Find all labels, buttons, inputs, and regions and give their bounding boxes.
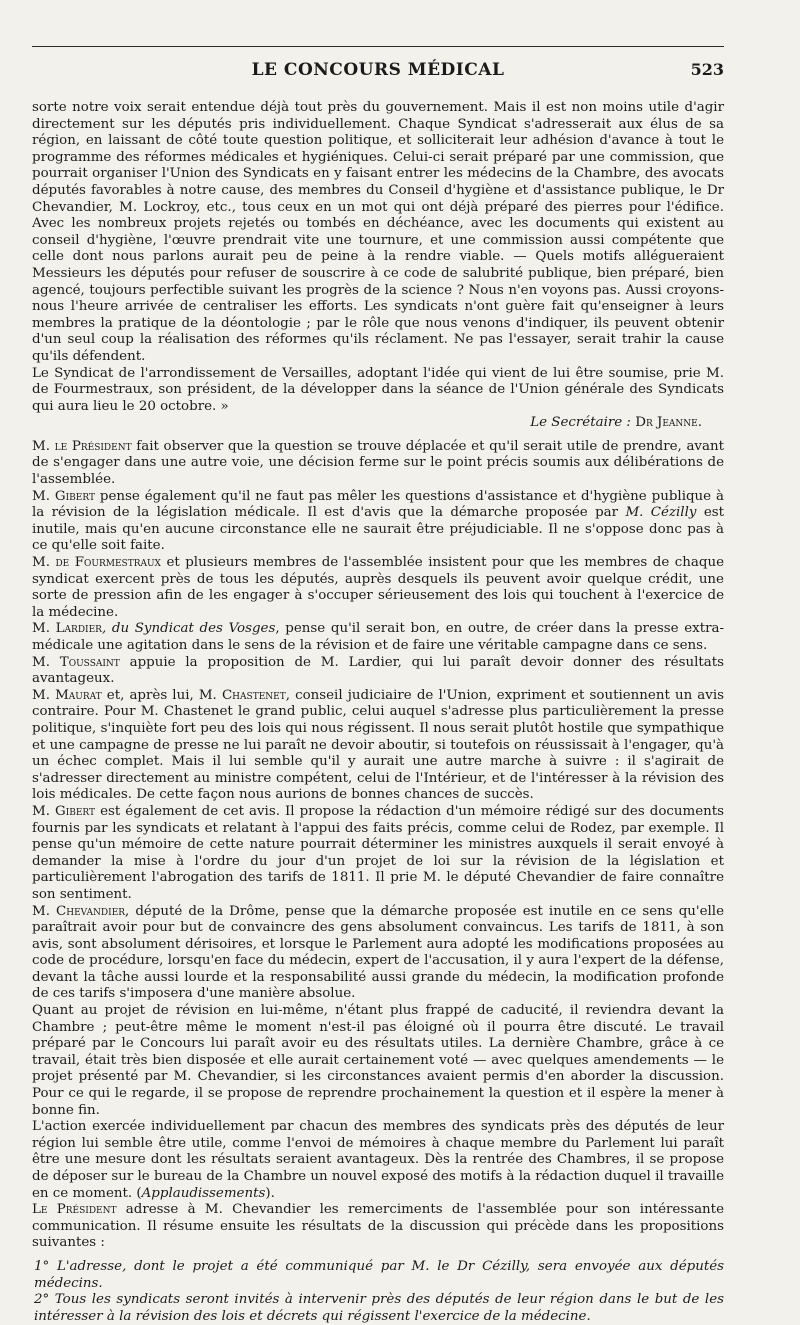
signature-role: Le Secrétaire : (530, 415, 636, 431)
italic-affiliation: , du Syndicat des Vosges (101, 621, 276, 637)
proposition-2: 2° Tous les syndicats seront invités à intervenir près des députés de leur région dans le but de les intéresser à la révision des lois et décrets qui régissent l'exercice de la médecine. (34, 1292, 724, 1324)
paragraph-maurat-chastenet (32, 688, 724, 804)
article-body (32, 100, 724, 1325)
paragraph-text: ). (265, 1185, 275, 1201)
paragraph-chevandier (32, 904, 724, 1004)
paragraph-revision-project: Quant au projet de révision en lui-même, n'étant plus frappé de caducité, il reviendra devant la Chambre ; peut-être même le moment n'est-il pas éloigné où il pourra être discuté. Le travail préparé par le Concours lui paraît avoir eu des résultats utiles. La dernière Chambre, grâce à ce travail, était très bien disposée et elle aurait certainement voté — avec quelques amendements — le projet présenté par M. Chevandier, si les circonstances avaient permis d'en aborder la discussion. Pour ce qui le regarde, il se propose de reprendre prochainement la question et il espère la mener à bonne fin. (32, 1003, 724, 1118)
speaker-name: M. Gibert (32, 803, 96, 819)
paragraph-text: , député de la Drôme, pense que la démarche proposée est inutile en ce sens qu'elle paraîtrait avoir pour but de convaincre des gens absolument convaincus. Les tarifs de 1811, à son avis, sont absolument dérisoires, et lorsque le Parlement aura adopté les modifications proposées au code de procédure, lorsqu'en face du médecin, expert de l'accusation, il y aura l'expert de la défense, devant la tâche aussi lourde et la responsabilité aussi grande du médecin, la modification profonde de ces tarifs s'imposera d'une manière absolue. (32, 903, 724, 1002)
paragraph-president-1 (32, 439, 724, 489)
speaker-name: Chastenet (221, 687, 286, 703)
signature (32, 415, 724, 432)
paragraph-individual-action (32, 1119, 724, 1202)
paragraph-1: sorte notre voix serait entendue déjà tout près du gouvernement. Mais il est non moins utile d'agir directement sur les députés pris individuellement. Chaque Syndicat s'adresserait aux élus de sa région, en laissant de côté toute question politique, et solliciterait leur adhésion d'avance à tout le programme des réformes médicales et hygiéniques. Celui-ci serait préparé par une commission, que pourrait organiser l'Union des Syndicats en y faisant entrer les médecins de la Chambre, des avocats députés favorables à notre cause, des membres du Conseil d'hygiène et d'assistance publique, le Dr Chevandier, M. Lockroy, etc., tous ceux en un mot qui ont déjà préparé des pierres pour l'édifice. Avec les nombreux projets rejetés ou tombés en déchéance, avec les documents qui existent au conseil d'hygiène, l'œuvre prendrait vite une tournure, et une commission aussi compétente que celle dont nous parlons aurait peu de peine à la rendre viable. — Quels motifs allégueraient Messieurs les députés pour refuser de souscrire à ce code de salubrité publique, bien préparé, bien agencé, toujours perfectible suivant les progrès de la science ? Nous n'en voyons pas. Aussi croyons-nous l'heure arrivée de centraliser les efforts. Les syndicats n'ont guère fait qu'enseigner à leurs membres la pratique de la déontologie ; par le rôle que nous venons d'indiquer, ils peuvent obtenir d'un seul coup la réalisation des réformes qu'ils réclament. Ne pas l'essayer, serait trahir la cause qu'ils défendent. (32, 100, 724, 364)
paragraph-gibert-2 (32, 804, 724, 904)
speaker-name: M. le Président (32, 438, 132, 454)
paragraph-text: , pense qu'il serait bon, en outre, de créer dans la presse extra-médicale une agitation dans le sens de la révision et de faire une véritable campagne dans ce sens. (32, 621, 724, 653)
running-header (32, 60, 724, 88)
paragraph-text: appuie la proposition de M. Lardier, qui lui paraît devoir donner des résultats avantageux. (32, 654, 724, 687)
speaker-name: M. Lardier (32, 621, 102, 637)
paragraph-gibert-1 (32, 489, 724, 555)
paragraph-text: L'action exercée individuellement par chacun des membres des syndicats près des députés de leur région lui semble être utile, comme l'envoi de mémoires à chaque membre du Parlement lui paraît être une mesure dont les résultats seraient avantageux. Dès la rentrée des Chambres, il se propose de déposer sur le bureau de la Chambre un nouvel exposé des motifs à la rédaction duquel il travaille en ce moment. ( (32, 1119, 724, 1201)
paragraph-text: et, après lui, M. (101, 687, 222, 703)
paragraph-text: est également de cet avis. Il propose la rédaction d'un mémoire rédigé sur des documents fournis par les syndicats et relatant à l'appui des faits précis, comme celui de Rodez, par exemple. Il pense qu'un mémoire de cette nature pourrait déterminer les ministres auxquels il serait envoyé à demander la mise à l'ordre du jour d'un projet de loi sur la révision de la législation et particulièrement l'abrogation des tarifs de 1811. Il prie M. le député Chevandier de faire connaître son sentiment. (32, 803, 725, 902)
paragraph-toussaint (32, 655, 724, 688)
speaker-name: Le Président (32, 1202, 117, 1218)
paragraph-text: adresse à M. Chevandier les remerciments de l'assemblée pour son intéressante communication. Il résume ensuite les résultats de la discussion qui précède dans les propositions suivantes : (32, 1202, 724, 1251)
speaker-name: M. Gibert (32, 488, 95, 504)
italic-name: M. Cézilly (625, 505, 697, 521)
paragraph-president-2 (32, 1202, 724, 1252)
paragraph-fourmestraux (32, 555, 724, 621)
proposition-1: 1° L'adresse, dont le projet a été communiqué par M. le Dr Cézilly, sera envoyée aux députés médecins. (34, 1258, 724, 1291)
journal-title: LE CONCOURS MÉDICAL (251, 60, 505, 80)
speaker-name: M. de Fourmestraux (32, 555, 161, 571)
paragraph-lardier (32, 621, 724, 654)
page-number: 523 (690, 60, 724, 79)
paragraph-text: M. (32, 687, 56, 703)
paragraph-text: fait observer que la question se trouve déplacée et qu'il serait utile de prendre, avant de s'engager dans une autre voie, une décision ferme sur le point précis soumis aux délibérations de l'assemblée. (32, 438, 724, 488)
paragraph-text: et plusieurs membres de l'assemblée insistent pour que les membres de chaque syndicat exercent près de tous les députés, auprès desquels ils peuvent avoir quelque crédit, une sorte de pression afin de les engager à s'occuper sérieusement des lois qui touchent à l'exercice de la médecine. (32, 555, 724, 620)
paragraph-text: , conseil judiciaire de l'Union, expriment et soutiennent un avis contraire. Pour M. Chastenet le grand public, celui auquel s'adresse plus particulièrement la presse politique, s'inquiète fort peu des lois qui nous régissent. Il nous serait plutôt hostile que sympathique et une campagne de presse ne lui paraît ne devoir aboutir, si toutefois on réussissait à l'engager, qu'à un échec complet. Mais il lui semble qu'il y aurait une autre marche à suivre : il s'agirait de s'adresser directement au ministre compétent, celui de l'Intérieur, et de l'intéresser à la révision des lois médicales. De cette façon nous aurions de bonnes chances de succès. (32, 687, 725, 803)
header-rule (32, 46, 724, 47)
paragraph-text: est inutile, mais qu'en aucune circonstance elle ne saurait être préjudiciable. Il ne s'oppose donc pas à ce qu'elle soit faite. (32, 505, 724, 554)
speaker-name: M. Chevandier (32, 903, 126, 919)
paragraph-2: Le Syndicat de l'arrondissement de Versailles, adoptant l'idée qui vient de lui être soumise, prie M. de Fourmestraux, son président, de la développer dans la séance de l'Union générale des Syndicats qui aura lieu le 20 octobre. » (32, 365, 724, 414)
speaker-name: M. Toussaint (32, 654, 120, 670)
paragraph-text: pense également qu'il ne faut pas mêler les questions d'assistance et d'hygiène publique à la révision de la législation médicale. Il est d'avis que la démarche proposée par (32, 488, 724, 521)
signature-name: Dr Jeanne. (635, 415, 702, 431)
speaker-name: Maurat (55, 687, 102, 703)
applause: Applaudissements (141, 1185, 266, 1201)
